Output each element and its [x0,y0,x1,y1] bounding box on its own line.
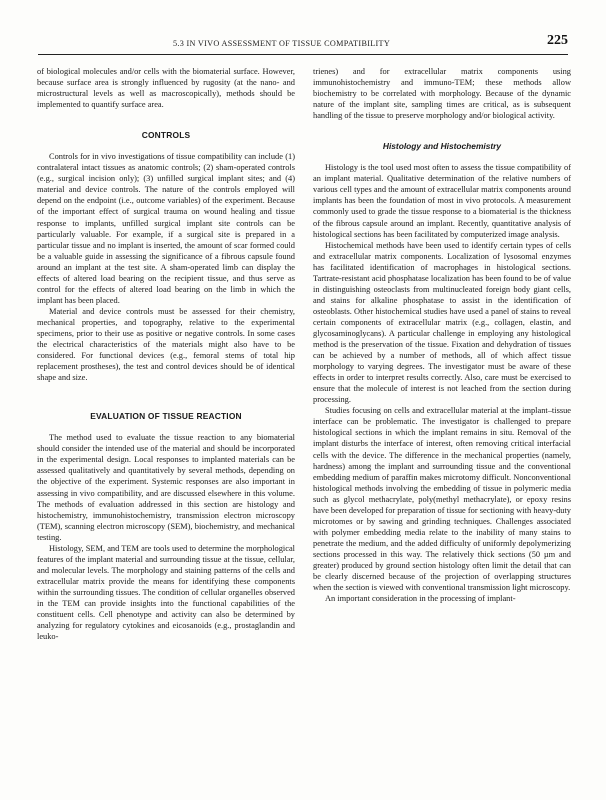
evaluation-paragraph-1: The method used to evaluate the tissue reaction to any biomaterial should consider the intended use of the material and should be incorporated in the experimental design. Local responses to implanted materials can be assessed qualitatively and quantitatively by several methods, depending on the objective of the experiment. Systemic responses are also important in assessing in vivo compatibility, and are discussed elsewhere in this volume. The methods of evaluation addressed in this section are histology and histochemistry, immunohistochemistry, transmission electron microscopy (TEM), scanning electron microscopy (SEM), biochemistry, and mechanical testing. [37,433,295,542]
right-intro-paragraph: trienes) and for extracellular matrix components using immunohistochemistry and immuno-TEM; these methods allow biochemistry to be correlated with morphology. Because of the dynamic nature of the implant site, sampling times are critical, as is subsequent handling of the tissue to preserve morphology and/or biological activity. [313,67,571,121]
running-header [38,33,568,55]
evaluation-paragraph-2: Histology, SEM, and TEM are tools used to determine the morphological features of the implant material and surrounding tissue at the tissue, cellular, and molecular levels. The morphology and staining patterns of the cells and extracellular matrix provide the means for identifying these components within the surrounding tissues. The condition of cellular organelles observed in the TEM can provide insights into the functional capabilities of the constituent cells. Cell phenotype and activity can also be determined by analyzing for regulatory cytokines and eicosanoids (e.g., prostaglandin and leuko- [37,543,295,642]
evaluation-heading: EVALUATION OF TISSUE REACTION [90,411,242,422]
left-column [37,66,295,642]
histology-paragraph-3: Studies focusing on cells and extracellular material at the implant–tissue interface can be problematic. The investigator is challenged to prepare histological sections in which the implant remains in situ. Removal of the implant disturbs the interface of interest, often removing critical interfacial cells with the device. The difference in the mechanical properties (namely, hardness) among the implant and surrounding tissue and the conventional embedding medium of paraffin makes microtomy difficult. Nonconventional histological methods involving the embedding of tissue in polymeric media such as glycol methacrylate, poly(methyl methacrylate), or epoxy resins have been developed for preparation of tissue for sectioning with heavy-duty microtomes or by sawing and grinding techniques. Challenges associated with polymer embedding media relate to the inability of many stains to penetrate the medium, and the added difficulty of uniformly depolymerizing sections processed in this way. The relatively thick sections (50 µm and greater) produced by ground section histology often limit the detail that can be clearly discerned because of the projection of overlapping structures when the section is viewed with conventional transmission light microscopy. [313,406,571,593]
running-head-title: 5.3 IN VIVO ASSESSMENT OF TISSUE COMPATIBILITY [173,39,391,48]
histology-paragraph-4: An important consideration in the processing of implant- [325,594,516,604]
right-column [313,66,571,604]
left-intro-paragraph: of biological molecules and/or cells with the biomaterial surface. However, because surface area is strongly influenced by rugosity (at the nano- and microstructural levels as well as macroscopically), methods should be implemented to quantify surface area. [37,67,295,110]
controls-heading: CONTROLS [141,130,191,141]
histology-heading: Histology and Histochemistry [382,141,502,152]
controls-paragraph-1: Controls for in vivo investigations of tissue compatibility can include (1) contralateral intact tissues as anatomic controls; (2) sham-operated controls (e.g., surgical incision only); (3) unfilled surgical implant sites; and (4) material and device controls. The nature of the controls employed will depend on the endpoint (i.e., outcome variables) of the experiment. Because of the important effect of surgical trauma on wound healing and tissue response to implants, unfilled surgical implant site controls can be particularly valuable. For example, if a surgical site is prepared in a particular tissue and no implant is inserted, the amount of scar formed could be a valuable guide in assessing the significance of a fibrous capsule found around an implant at the test site. A sham-operated limb can display the effects of altered load bearing on the recipient tissue, and thus serve as control for the effects of altered load bearing on the limb in which the implant has been placed. [37,152,295,305]
page-number: 225 [547,33,568,48]
histology-paragraph-2: Histochemical methods have been used to identify certain types of cells and extracellular matrix components. Localization of lysosomal enzymes has facilitated identification of macrophages in histological sections. Tartrate-resistant acid phosphatase localization has been found to be of value in distinguishing osteoclasts from multinucleated foreign body giant cells, and stains for alkaline phosphatase to assist in the identification of osteoblasts. Other histochemical studies have used a panel of stains to reveal certain components of extracellular matrix (e.g., collagen, elastin, and glycosaminoglycans). A particular challenge in employing any histological method is the preservation of the tissue. Fixation and dehydration of tissues can be achieved by a number of methods, all of which affect tissue morphology to varying degrees. The investigator must be aware of these effects in order to interpret results correctly. Also, care must be exercised to ensure that the molecule of interest is not leached from the section during processing. [313,240,571,405]
controls-paragraph-2: Material and device controls must be assessed for their chemistry, mechanical properties, and topography, relative to the experimental specimens, prior to their use as positive or negative controls. In some cases the electrical characteristics of the materials might also have to be considered. For functional devices (e.g., femoral stems of total hip replacement prostheses), the test and control devices should be of identical shape and size. [37,306,295,383]
histology-paragraph-1: Histology is the tool used most often to assess the tissue compatibility of an implant material. Qualitative determination of the relative numbers of various cell types and the amount of extracellular matrix components around implants has been the foundation of most in vivo protocols. A measurement commonly used to grade the tissue response to a biomaterial is the thickness of the fibrous capsule around an implant. Recently, quantitative analysis of histological sections has been facilitated by computerized image analysis. [313,163,571,239]
